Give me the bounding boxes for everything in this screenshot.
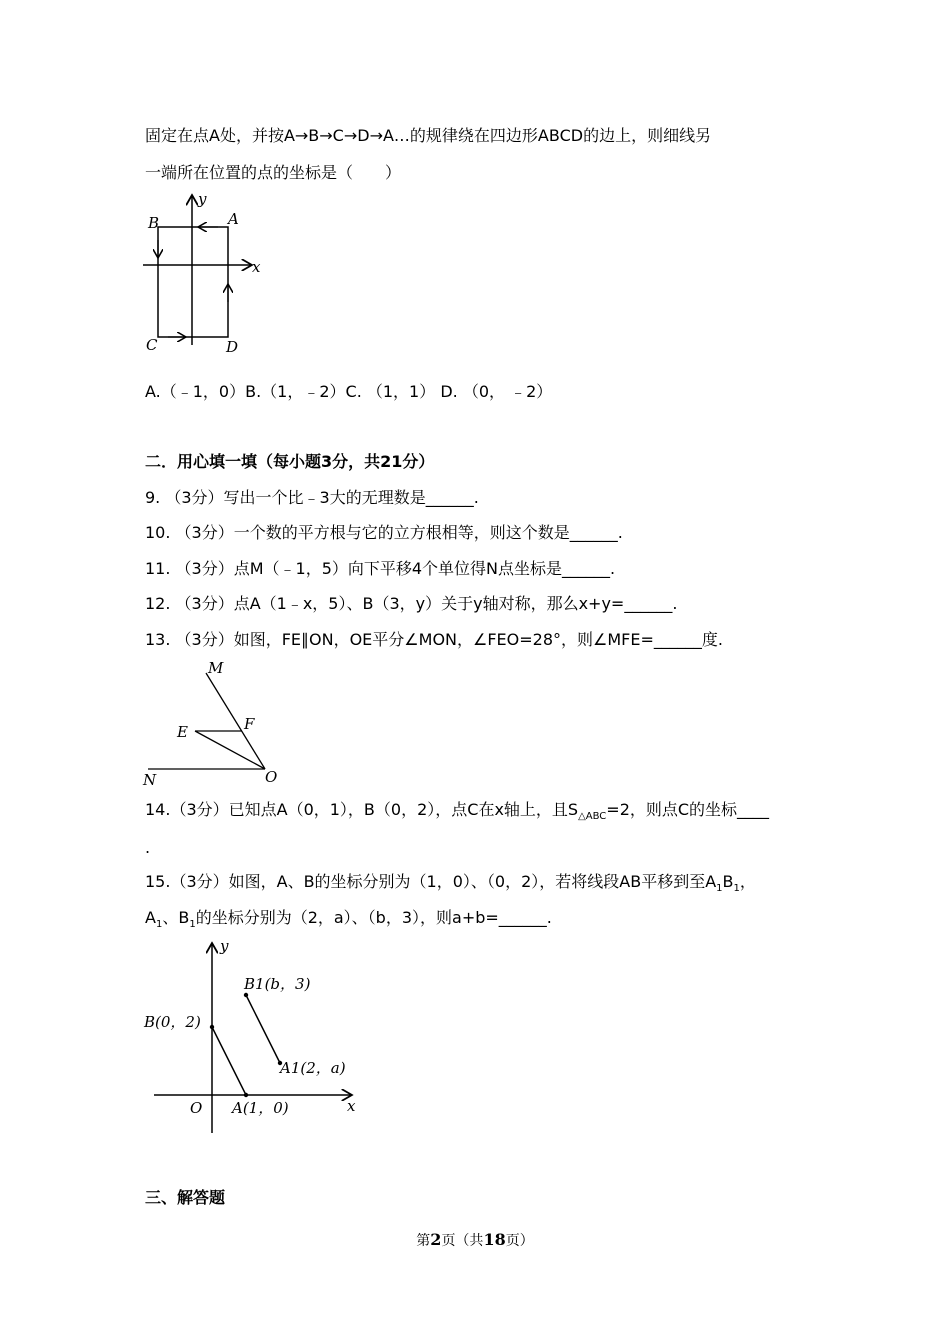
label-A1: A1(2，a) (280, 1059, 346, 1077)
label-D: D (226, 338, 239, 356)
question-8-options: A.（﹣1，0）B.（1，﹣2）C. （1，1） D. （0， ﹣2） (145, 382, 553, 401)
angle-mon-figure (140, 655, 290, 790)
label-F: F (244, 715, 255, 733)
question-14-tail: . (145, 838, 151, 857)
segment-ab (212, 1027, 246, 1095)
label-B: B(0，2) (144, 1013, 201, 1031)
label-O: O (190, 1099, 203, 1117)
ray-om (206, 673, 265, 769)
section-2-heading: 二．用心填一填（每小题3分，共21分） (145, 452, 435, 471)
segment-a1b1 (246, 995, 280, 1063)
label-A: A(1，0) (232, 1099, 289, 1117)
segment-translation-figure (140, 935, 370, 1140)
total-pages: 18 (483, 1230, 506, 1249)
label-B1: B1(b，3) (244, 975, 311, 993)
section-3-heading: 三、解答题 (145, 1188, 226, 1207)
label-N: N (143, 771, 157, 789)
rectangle-axes-figure (140, 190, 270, 360)
question-10: 10. （3分）一个数的平方根与它的立方根相等，则这个数是______. (145, 523, 623, 542)
label-x: x (347, 1097, 356, 1115)
label-C: C (146, 336, 158, 354)
label-O: O (265, 768, 278, 786)
question-8-text-line1: 固定在点A处，并按A→B→C→D→A…的规律绕在四边形ABCD的边上，则细线另 (145, 126, 712, 145)
label-y: y (220, 937, 229, 955)
label-M: M (208, 659, 224, 677)
page-footer: 第2页（共18页） (416, 1230, 534, 1249)
question-13: 13. （3分）如图，FE∥ON，OE平分∠MON，∠FEO=28°，则∠MFE=______度. (145, 630, 723, 649)
segment-oe (195, 731, 265, 769)
question-14: 14.（3分）已知点A（0，1），B（0，2），点C在x轴上，且$S_{\triangle ABC}=2$，则点C的坐标____ (145, 800, 770, 823)
question-12: 12. （3分）点A（1﹣x，5）、B（3，y）关于y轴对称，那么x+y=______. (145, 594, 678, 613)
question-15-line2: $A_1$、$B_1$的坐标分别为（2，a）、（b，3），则a+b=______. (145, 908, 552, 931)
label-E: E (177, 723, 188, 741)
question-9: 9. （3分）写出一个比﹣3大的无理数是______. (145, 488, 479, 507)
rectangle-abcd (158, 227, 228, 337)
question-8-text-line2: 一端所在位置的点的坐标是（ ） (145, 163, 402, 182)
label-x: x (252, 258, 261, 276)
current-page-number: 2 (430, 1230, 442, 1249)
question-15-line1: 15.（3分）如图，A、B的坐标分别为（1，0）、（0，2），若将线段AB平移到至$A_1B_1$， (145, 872, 756, 895)
label-y: y (198, 190, 207, 208)
label-B: B (148, 214, 160, 232)
label-A: A (228, 210, 239, 228)
question-11: 11. （3分）点M（﹣1，5）向下平移4个单位得N点坐标是______. (145, 559, 616, 578)
